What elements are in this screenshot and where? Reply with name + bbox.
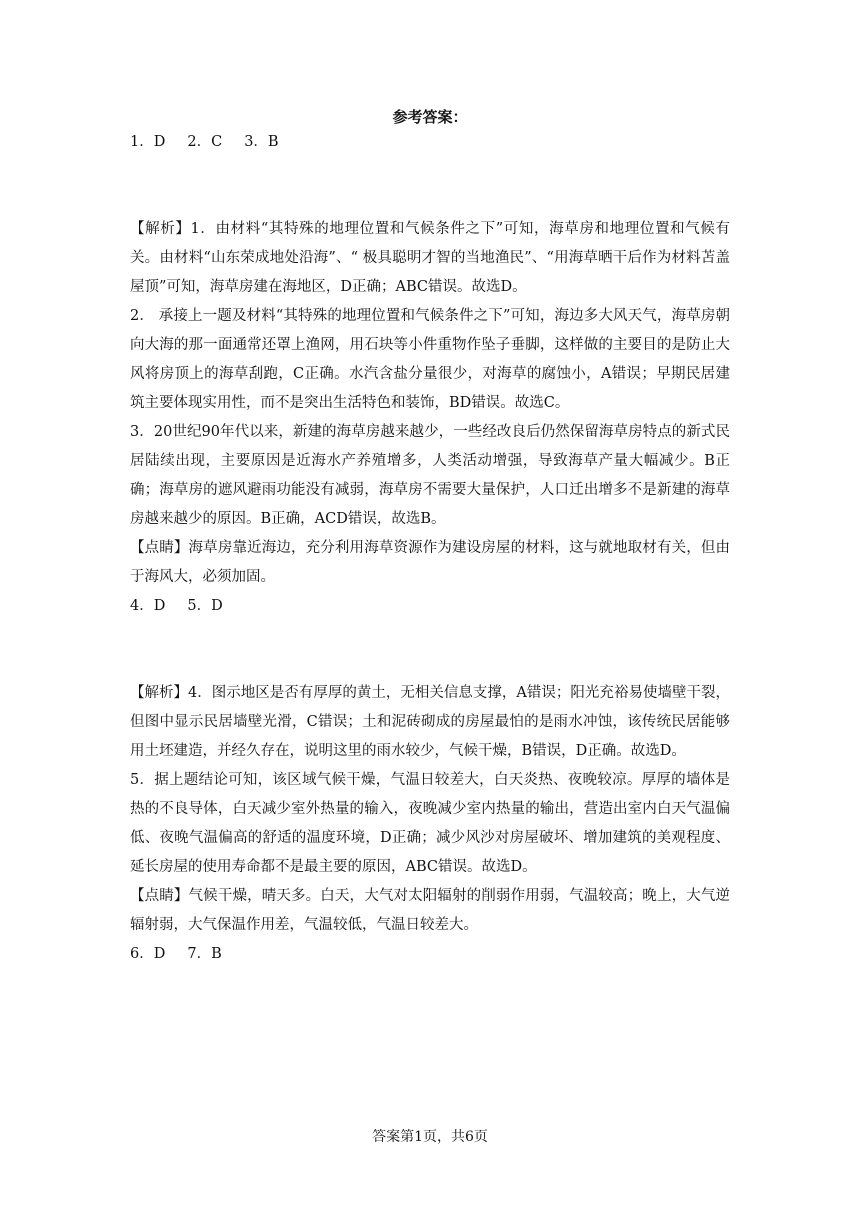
analysis-paragraph-3: 3．20世纪90年代以来，新建的海草房越来越少，一些经改良后仍然保留海草房特点的新式民居陆续出现，主要原因是近海水产养殖增多，人类活动增强，导致海草产量大幅减少。B正确；海草房的遮风避雨功能没有减弱，海草房不需要大量保护，人口迁出增多不是新建的海草房越来越少的原因。B正确，ACD错误，故选B。 bbox=[130, 424, 730, 527]
analysis-paragraph-2: 2． 承接上一题及材料“其特殊的地理位置和气候条件之下”可知，海边多大风天气，海草房朝向大海的那一面通常还罩上渔网，用石块等小件重物作坠子垂脚，这样做的主要目的是防止大风将房顶上的海草刮跑，C正确。水汽含盐分量很少，对海草的腐蚀小，A错误；早期民居建筑主要体现实用性，而不是突出生活特色和装饰，BD错误。故选C。 bbox=[130, 308, 730, 411]
answer-6: 6．D bbox=[130, 946, 166, 962]
page-footer: 答案第1页，共6页 bbox=[372, 1129, 488, 1145]
analysis-paragraph-4: 【解析】4．图示地区是否有厚厚的黄土，无相关信息支撑，A错误；阳光充裕易使墙壁干裂，但图中显示民居墙壁光滑，C错误；土和泥砖砌成的房屋最怕的是雨水冲蚀，该传统民居能够用土坯建造，并经久存在，说明这里的雨水较少，气候干燥，B错误，D正确。故选D。 bbox=[130, 685, 730, 759]
comment-paragraph-2: 【点睛】气候干燥，晴天多。白天，大气对太阳辐射的削弱作用弱，气温较高；晚上，大气逆辐射弱，大气保温作用差，气温较低，气温日较差大。 bbox=[130, 888, 730, 933]
answer-line-1-3 bbox=[130, 128, 730, 157]
comment-paragraph-1: 【点睛】海草房靠近海边，充分利用海草资源作为建设房屋的材料，这与就地取材有关，但由于海风大，必须加固。 bbox=[130, 540, 730, 585]
answer-line-4-5 bbox=[130, 592, 730, 621]
spacer bbox=[130, 621, 730, 650]
answer-4: 4．D bbox=[130, 598, 166, 614]
answer-line-6-7 bbox=[130, 940, 730, 969]
analysis-paragraph-1: 【解析】1．由材料“其特殊的地理位置和气候条件之下”可知，海草房和地理位置和气候有关。由材料“山东荣成地处沿海”、“ 极具聪明才智的当地渔民”、“用海草晒干后作为材料苫盖屋顶”可知，海草房建在海地区，D正确；ABC错误。故选D。 bbox=[130, 221, 730, 295]
spacer bbox=[130, 186, 730, 215]
answer-1: 1．D bbox=[130, 134, 166, 150]
answer-5: 5．D bbox=[187, 598, 223, 614]
page-title: 参考答案： bbox=[392, 108, 468, 126]
spacer bbox=[130, 157, 730, 186]
answer-2: 2．C bbox=[187, 134, 223, 150]
answer-3: 3．B bbox=[244, 134, 279, 150]
answer-content bbox=[130, 128, 730, 969]
spacer bbox=[130, 650, 730, 679]
answer-7: 7．B bbox=[187, 946, 222, 962]
analysis-paragraph-5: 5．据上题结论可知，该区域气候干燥，气温日较差大，白天炎热、夜晚较凉。厚厚的墙体是热的不良导体，白天减少室外热量的输入，夜晚减少室内热量的输出，营造出室内白天气温偏低、夜晚气温偏高的舒适的温度环境，D正确；减少风沙对房屋破坏、增加建筑的美观程度、延长房屋的使用寿命都不是最主要的原因，ABC错误。故选D。 bbox=[130, 772, 730, 875]
